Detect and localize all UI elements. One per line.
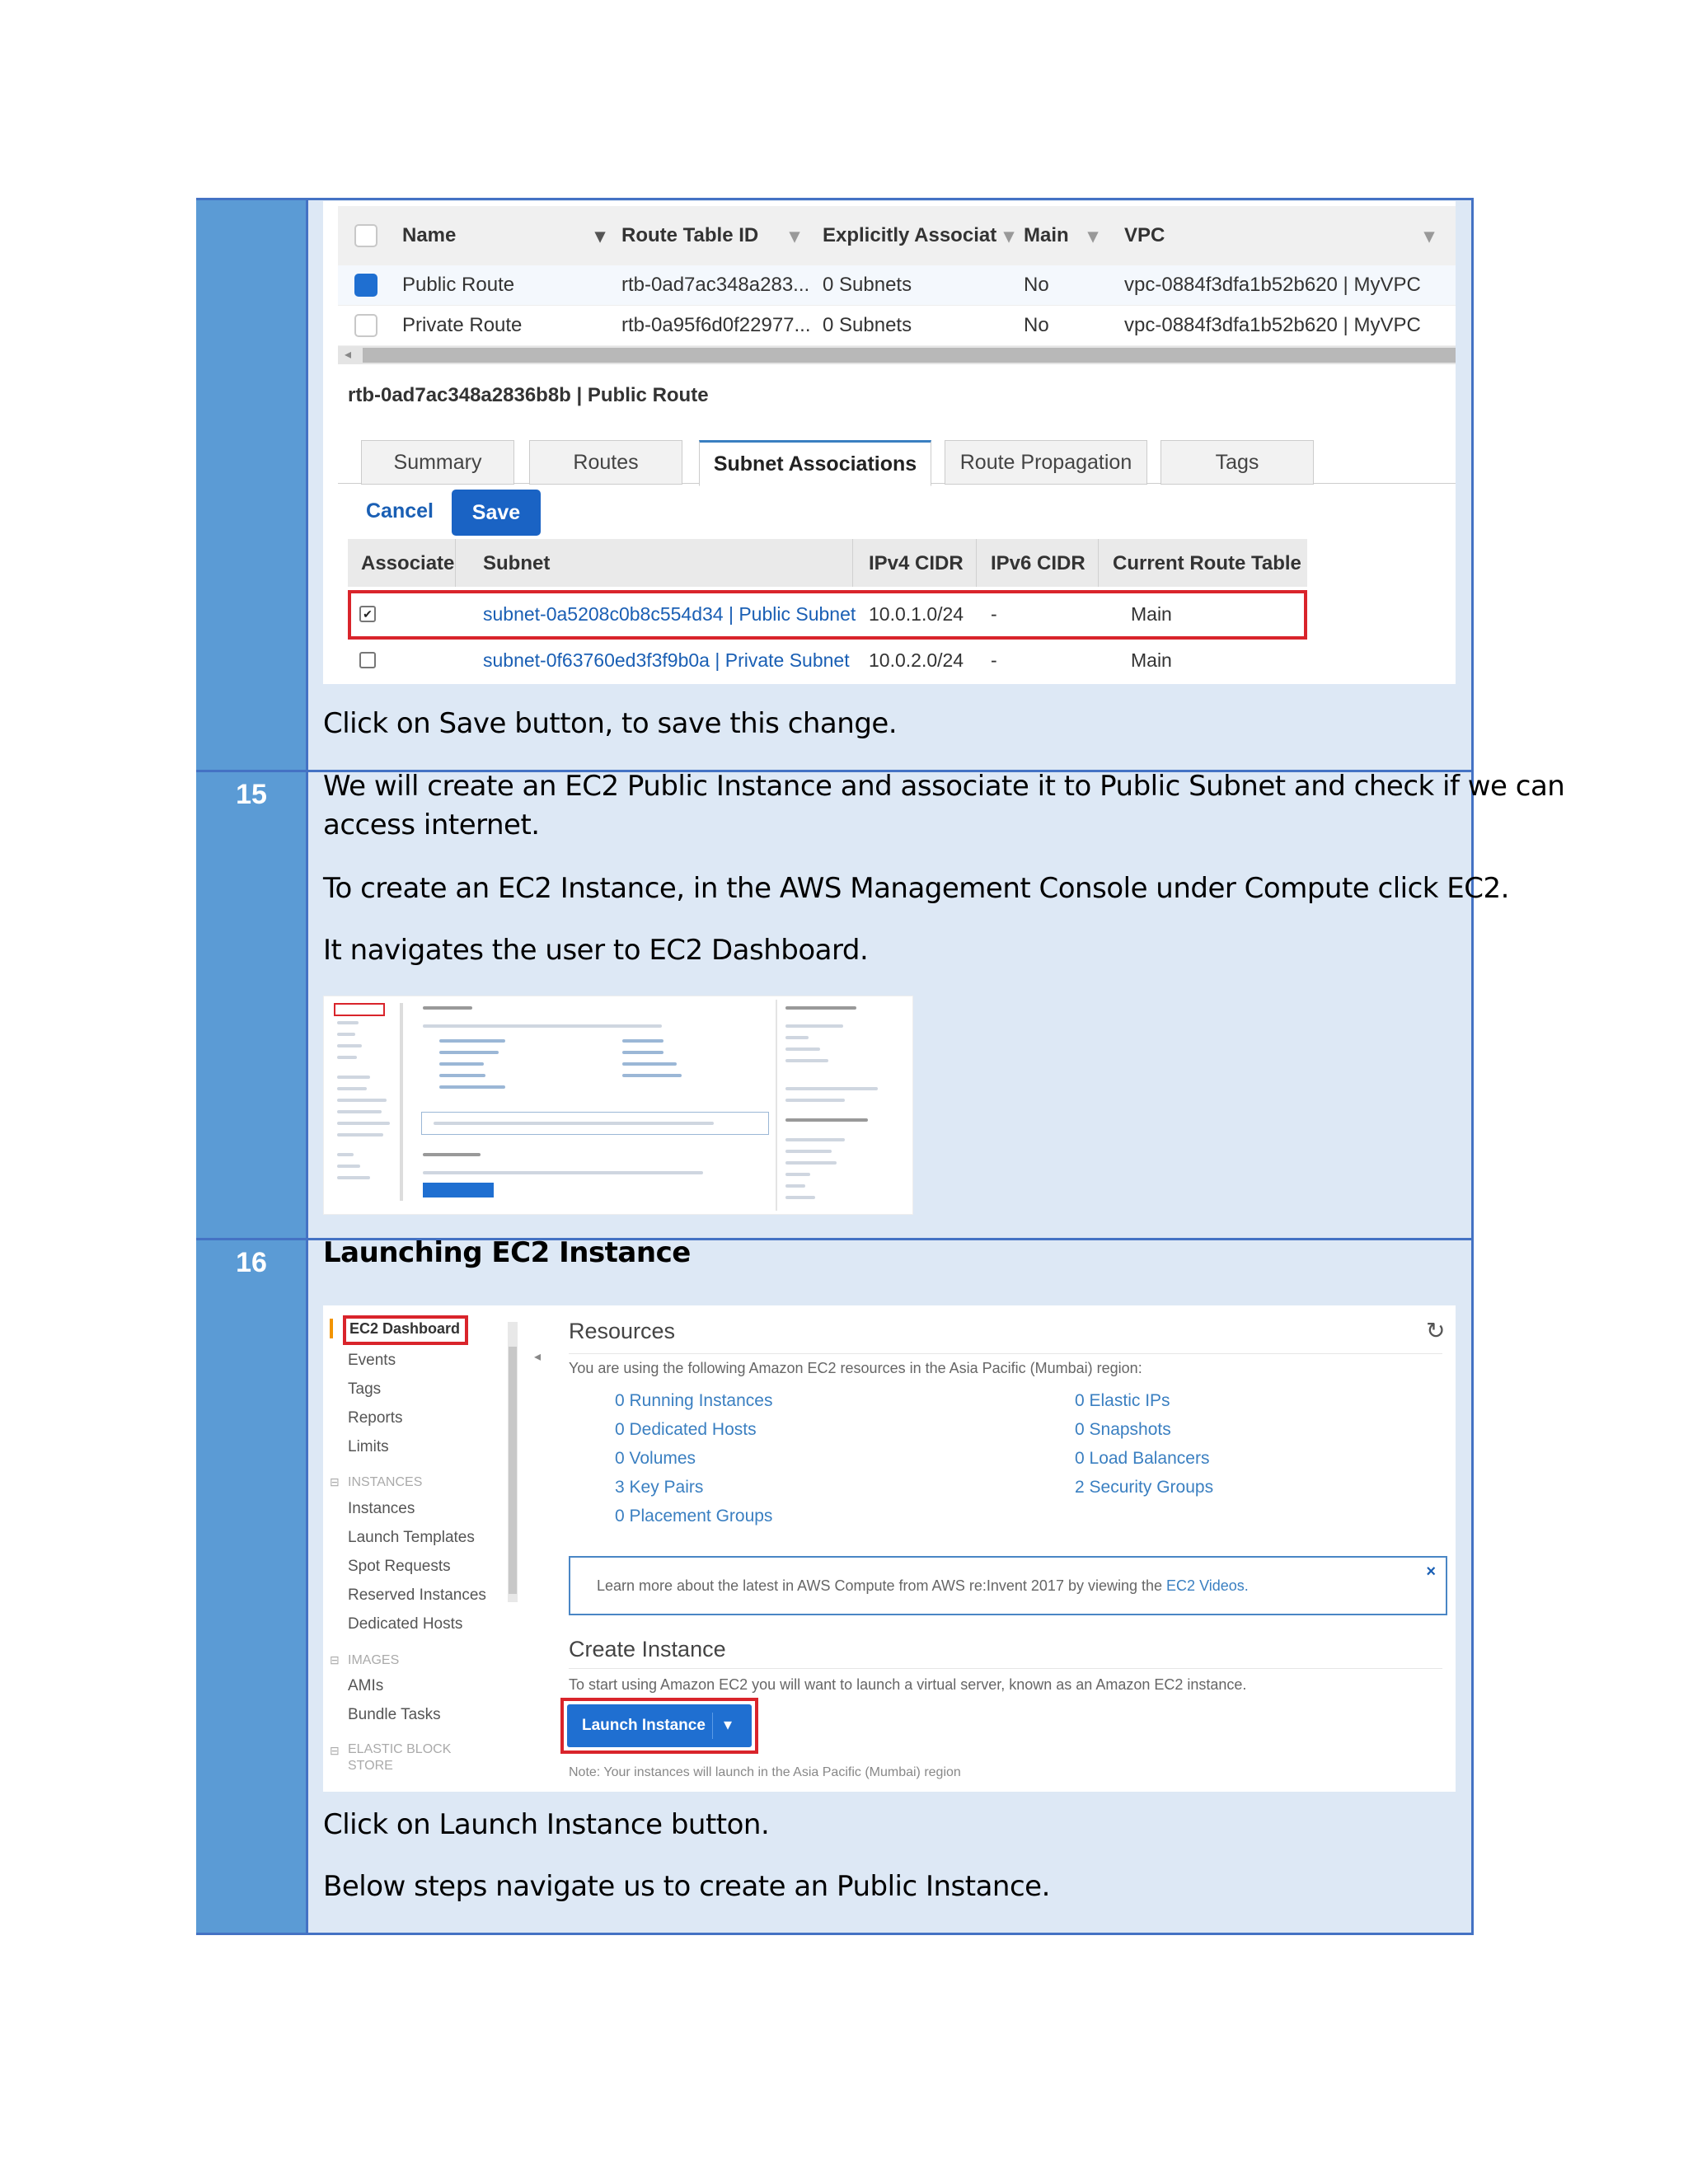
create-instance-text: To start using Amazon EC2 you will want to launch a virtual server, known as an Amazon EC2 instance.	[569, 1676, 1247, 1693]
thumb-info-box	[421, 1112, 769, 1135]
sidebar-section-instances: INSTANCES	[348, 1475, 423, 1489]
cell-main: No	[1024, 314, 1049, 336]
step15-para2: To create an EC2 Instance, in the AWS Management Console under Compute click EC2.	[323, 872, 1509, 905]
cell-vpc: vpc-0884f3dfa1b52b620 | MyVPC	[1124, 314, 1421, 336]
divider	[569, 1353, 1442, 1354]
launch-instance-button[interactable]	[567, 1704, 752, 1747]
step-number-15: 15	[236, 779, 267, 810]
sidebar-item-bundle-tasks[interactable]: Bundle Tasks	[348, 1706, 441, 1723]
thumb-line	[785, 1059, 828, 1062]
thumb-line	[337, 1099, 387, 1102]
sidebar-item-spot-requests[interactable]: Spot Requests	[348, 1558, 451, 1575]
thumb-line	[423, 1153, 481, 1156]
subnet-table-header	[348, 539, 1307, 587]
cell-ipv6: -	[991, 649, 997, 671]
highlight-box	[348, 590, 1307, 640]
thumbnail-scrollbar	[400, 1003, 403, 1201]
resource-volumes[interactable]: 0 Volumes	[615, 1449, 696, 1468]
sort-icon[interactable]: ▾	[595, 225, 606, 247]
thumb-line	[337, 1087, 367, 1090]
thumb-divider	[776, 1000, 777, 1211]
thumb-launch-button	[423, 1183, 494, 1197]
collapse-sidebar-icon[interactable]: ◂	[534, 1350, 542, 1364]
launch-instance-label: Launch Instance	[582, 1717, 706, 1734]
col-name[interactable]: Name	[402, 224, 457, 246]
subnet-link[interactable]: subnet-0f63760ed3f3f9b0a | Private Subnet	[483, 649, 850, 671]
thumb-line	[622, 1062, 677, 1066]
thumb-line	[337, 1153, 354, 1156]
thumb-line	[337, 1044, 362, 1047]
thumb-line	[622, 1074, 682, 1077]
sidebar-item-limits[interactable]: Limits	[348, 1438, 389, 1455]
resource-snapshots[interactable]: 0 Snapshots	[1075, 1420, 1171, 1439]
collapse-icon[interactable]: ⊟	[330, 1475, 340, 1488]
associate-checkbox[interactable]	[359, 652, 376, 668]
sort-icon[interactable]: ▾	[790, 225, 800, 247]
tab-route-propagation[interactable]: Route Propagation	[945, 440, 1147, 485]
sidebar-item-tags[interactable]: Tags	[348, 1380, 382, 1398]
cell-route-table: Main	[1131, 603, 1172, 625]
select-all-checkbox[interactable]	[354, 224, 377, 247]
cell-name: Public Route	[402, 274, 515, 296]
thumb-line	[337, 1110, 382, 1113]
button-divider	[712, 1713, 713, 1739]
thumb-line	[785, 1006, 856, 1010]
cell-main: No	[1024, 274, 1049, 296]
cell-assoc: 0 Subnets	[823, 314, 912, 336]
sidebar-section-ebs-2: STORE	[348, 1759, 393, 1773]
step16-title: Launching EC2 Instance	[323, 1236, 691, 1269]
info-banner	[569, 1556, 1447, 1615]
thumb-line	[785, 1047, 820, 1051]
thumb-line	[785, 1024, 843, 1028]
cell-ipv6: -	[991, 603, 997, 625]
step16-text2: Below steps navigate us to create an Public Instance.	[323, 1870, 1050, 1903]
divider	[569, 1668, 1442, 1669]
cell-assoc: 0 Subnets	[823, 274, 912, 296]
resource-key-pairs[interactable]: 3 Key Pairs	[615, 1478, 704, 1497]
thumb-line	[439, 1039, 505, 1043]
step15-para1: We will create an EC2 Public Instance and associate it to Public Subnet and check if we can	[323, 770, 1565, 803]
tab-routes[interactable]: Routes	[529, 440, 682, 485]
thumb-line	[785, 1150, 832, 1153]
sidebar-item-amis[interactable]: AMIs	[348, 1677, 384, 1694]
table-bottom-border	[196, 1933, 1474, 1935]
col-divider	[976, 539, 977, 587]
thumb-line	[785, 1196, 815, 1199]
sidebar-item-launch-templates[interactable]: Launch Templates	[348, 1529, 475, 1546]
collapse-icon[interactable]: ⊟	[330, 1744, 340, 1757]
resources-title: Resources	[569, 1319, 676, 1343]
step16-text1: Click on Launch Instance button.	[323, 1808, 770, 1841]
thumb-line	[423, 1006, 472, 1010]
cell-ipv4: 10.0.2.0/24	[869, 649, 964, 671]
thumb-line	[423, 1024, 662, 1028]
prev-step-text: Click on Save button, to save this change.	[323, 707, 898, 740]
col-subnet: Subnet	[483, 552, 551, 574]
info-banner-text	[597, 1577, 1249, 1595]
col-ipv6: IPv6 CIDR	[991, 552, 1085, 574]
row-checkbox[interactable]	[354, 314, 377, 337]
col-main[interactable]: Main	[1024, 224, 1069, 246]
thumb-line	[622, 1051, 663, 1054]
associate-checkbox[interactable]: ✔	[359, 606, 376, 622]
launch-note: Note: Your instances will launch in the Asia Pacific (Mumbai) region	[569, 1765, 961, 1779]
thumb-line	[785, 1118, 868, 1122]
route-table-screenshot	[323, 201, 1456, 684]
thumb-line	[337, 1056, 357, 1059]
sidebar-item-events[interactable]: Events	[348, 1352, 396, 1369]
step15-para3: It navigates the user to EC2 Dashboard.	[323, 934, 869, 967]
thumb-line	[622, 1039, 663, 1043]
column-divider	[306, 198, 308, 1935]
info-text: Learn more about the latest in AWS Compute from AWS re:Invent 2017 by viewing the	[597, 1577, 1163, 1594]
horizontal-scrollbar[interactable]	[338, 346, 1456, 364]
thumb-line	[785, 1087, 878, 1090]
resource-dedicated-hosts[interactable]: 0 Dedicated Hosts	[615, 1420, 757, 1439]
table-row[interactable]	[338, 306, 1456, 346]
scroll-left-icon[interactable]: ◂	[345, 348, 352, 362]
step-number-column	[196, 198, 307, 1935]
col-explicitly-associated[interactable]: Explicitly Associat	[823, 224, 997, 246]
route-table-header	[338, 206, 1456, 266]
thumb-line	[337, 1033, 355, 1036]
step15-para1b: access internet.	[323, 808, 540, 841]
sidebar-section-ebs: ELASTIC BLOCK	[348, 1742, 452, 1756]
sidebar-scrollbar[interactable]	[508, 1322, 518, 1602]
cell-id: rtb-0ad7ac348a283...	[621, 274, 810, 296]
col-divider	[455, 539, 456, 587]
refresh-icon[interactable]: ↻	[1426, 1318, 1446, 1343]
table-top-border	[196, 198, 1474, 200]
resource-elastic-ips[interactable]: 0 Elastic IPs	[1075, 1391, 1170, 1410]
scrollbar-thumb[interactable]	[363, 348, 1456, 363]
thumb-line	[337, 1021, 359, 1024]
chevron-down-icon[interactable]: ▾	[724, 1716, 733, 1734]
thumb-line	[337, 1076, 370, 1079]
thumb-line	[423, 1171, 703, 1174]
sidebar-item-reserved-instances[interactable]: Reserved Instances	[348, 1586, 486, 1604]
sidebar-item-dedicated-hosts[interactable]: Dedicated Hosts	[348, 1615, 463, 1633]
col-current-route-table: Current Route Table	[1113, 552, 1301, 574]
thumb-line	[337, 1133, 383, 1137]
col-vpc[interactable]: VPC	[1124, 224, 1165, 246]
sidebar-ec2-dashboard[interactable]: EC2 Dashboard	[349, 1320, 461, 1337]
thumb-line	[439, 1085, 505, 1089]
row-checkbox[interactable]	[354, 274, 377, 297]
ec2-videos-link[interactable]: EC2 Videos.	[1166, 1577, 1249, 1594]
thumb-line	[439, 1051, 499, 1054]
resource-running-instances[interactable]: 0 Running Instances	[615, 1391, 773, 1410]
table-row[interactable]	[338, 265, 1456, 306]
close-icon[interactable]: ×	[1426, 1563, 1436, 1581]
tab-subnet-associations[interactable]: Subnet Associations	[699, 440, 931, 486]
resources-intro: You are using the following Amazon EC2 resources in the Asia Pacific (Mumbai) region:	[569, 1360, 1142, 1376]
thumb-line	[785, 1099, 845, 1102]
thumb-line	[337, 1176, 370, 1179]
sidebar-section-images: IMAGES	[348, 1653, 400, 1667]
resource-placement-groups[interactable]: 0 Placement Groups	[615, 1507, 773, 1526]
tab-tags[interactable]: Tags	[1160, 440, 1314, 485]
thumb-line	[785, 1184, 805, 1188]
thumb-line	[785, 1161, 837, 1165]
tab-summary[interactable]: Summary	[361, 440, 514, 485]
thumb-line	[439, 1062, 484, 1066]
thumb-line	[785, 1173, 810, 1176]
create-instance-title: Create Instance	[569, 1637, 726, 1661]
sort-icon[interactable]: ▾	[1088, 225, 1099, 247]
thumb-line	[439, 1074, 485, 1077]
cancel-button[interactable]: Cancel	[366, 499, 434, 523]
cell-id: rtb-0a95f6d0f22977...	[621, 314, 811, 336]
ec2-dashboard-screenshot	[323, 1305, 1456, 1792]
save-button[interactable]: Save	[452, 490, 541, 536]
table-right-border	[1471, 198, 1474, 1935]
sidebar-item-instances[interactable]: Instances	[348, 1500, 415, 1517]
thumb-line	[337, 1122, 390, 1125]
step-number-16: 16	[236, 1247, 267, 1278]
col-divider	[1098, 539, 1099, 587]
cell-ipv4: 10.0.1.0/24	[869, 603, 964, 625]
cell-route-table: Main	[1131, 649, 1172, 671]
sidebar-item-reports[interactable]: Reports	[348, 1409, 403, 1427]
col-route-table-id[interactable]: Route Table ID	[621, 224, 759, 246]
thumbnail-highlight	[334, 1003, 385, 1016]
ec2-dashboard-thumbnail	[323, 996, 913, 1215]
subnet-link[interactable]: subnet-0a5208c0b8c554d34 | Public Subnet	[483, 603, 856, 625]
cell-name: Private Route	[402, 314, 523, 336]
col-divider	[852, 539, 853, 587]
detail-title: rtb-0ad7ac348a2836b8b | Public Route	[348, 384, 709, 406]
col-ipv4: IPv4 CIDR	[869, 552, 964, 574]
sidebar-scrollbar-thumb[interactable]	[509, 1347, 517, 1594]
sort-icon[interactable]: ▾	[1004, 225, 1015, 247]
thumb-line	[785, 1036, 809, 1039]
active-indicator	[330, 1319, 333, 1338]
col-associate: Associate	[361, 552, 455, 574]
resource-load-balancers[interactable]: 0 Load Balancers	[1075, 1449, 1210, 1468]
collapse-icon[interactable]: ⊟	[330, 1653, 340, 1666]
resource-security-groups[interactable]: 2 Security Groups	[1075, 1478, 1214, 1497]
sort-icon[interactable]: ▾	[1424, 225, 1435, 247]
thumb-line	[337, 1165, 360, 1168]
thumb-line	[434, 1122, 714, 1125]
cell-vpc: vpc-0884f3dfa1b52b620 | MyVPC	[1124, 274, 1421, 296]
thumb-line	[785, 1138, 845, 1141]
subnet-row[interactable]	[348, 638, 1307, 682]
